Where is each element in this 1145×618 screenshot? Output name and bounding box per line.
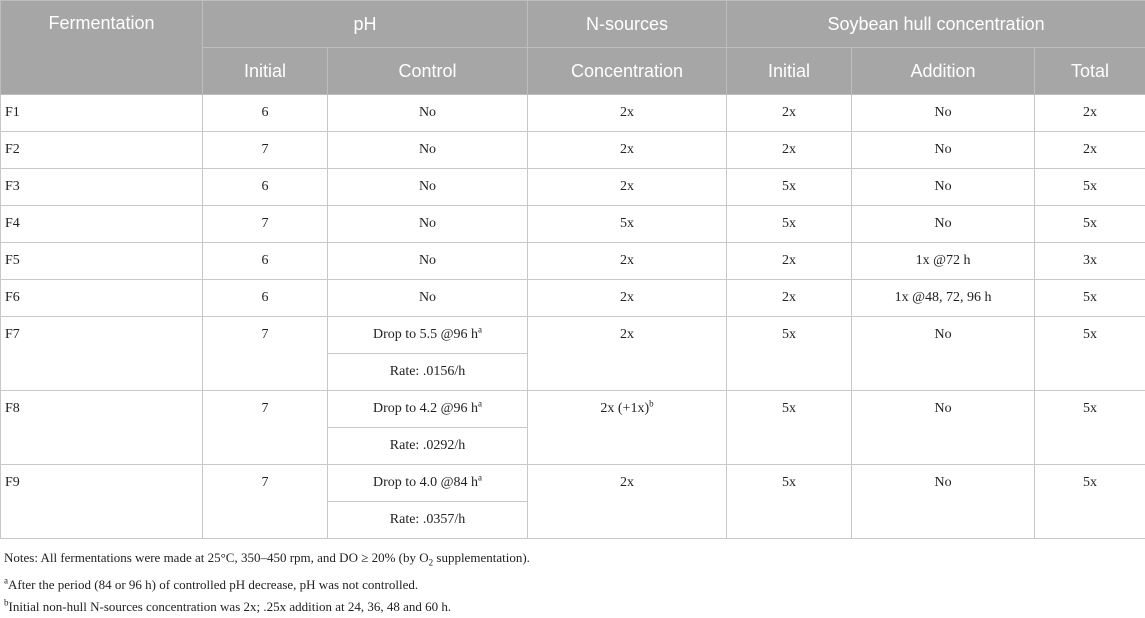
table-row (1, 132, 1145, 169)
cell-n-concentration (528, 465, 727, 539)
header-ph-control: Control (328, 48, 528, 95)
footnote-marker: b (649, 398, 654, 408)
header-fermentation: Fermentation (1, 1, 203, 95)
table-notes (0, 547, 1145, 618)
header-soy-total: Total (1035, 48, 1145, 95)
cell-soy-total: 5x (1035, 317, 1145, 391)
cell-soy-addition: No (852, 391, 1035, 465)
table-row (1, 243, 1145, 280)
table-header (1, 1, 1145, 95)
cell-n-concentration: 2x (528, 132, 727, 169)
cell-n-concentration: 2x (528, 95, 727, 132)
cell-ph-control (328, 465, 528, 502)
cell-ph-initial: 6 (203, 243, 328, 280)
cell-soy-total: 5x (1035, 280, 1145, 317)
cell-soy-total: 5x (1035, 169, 1145, 206)
cell-soy-total: 2x (1035, 132, 1145, 169)
cell-soy-initial: 5x (727, 169, 852, 206)
cell-soy-addition: No (852, 95, 1035, 132)
note-general: Notes: All fermentations were made at 25°C, 350–450 rpm, and DO ≥ 20% (by $O_2$ supplementation). (4, 547, 1145, 574)
header-n-concentration: Concentration (528, 48, 727, 95)
cell-fermentation: F1 (1, 95, 203, 132)
cell-soy-total: 2x (1035, 95, 1145, 132)
table-row (1, 95, 1145, 132)
cell-fermentation: F8 (1, 391, 203, 465)
cell-ph-initial: 7 (203, 132, 328, 169)
table-row (1, 169, 1145, 206)
cell-n-concentration: 2x (528, 169, 727, 206)
cell-soy-addition: No (852, 169, 1035, 206)
cell-ph-initial: 6 (203, 95, 328, 132)
table-row (1, 465, 1145, 502)
cell-ph-initial: 7 (203, 206, 328, 243)
table-body (1, 95, 1145, 539)
header-ph: pH (203, 1, 528, 48)
concentration-text: 2x (620, 475, 634, 490)
table-row (1, 206, 1145, 243)
cell-ph-rate: Rate: .0156/h (328, 354, 528, 391)
cell-soy-initial: 5x (727, 391, 852, 465)
cell-soy-total: 3x (1035, 243, 1145, 280)
cell-soy-total: 5x (1035, 465, 1145, 539)
cell-soy-initial: 2x (727, 132, 852, 169)
control-text: Drop to 4.2 @96 h (373, 401, 478, 416)
cell-soy-addition: No (852, 206, 1035, 243)
cell-soy-initial: 5x (727, 465, 852, 539)
cell-ph-initial: 6 (203, 280, 328, 317)
cell-ph-control: No (328, 243, 528, 280)
cell-soy-addition: No (852, 465, 1035, 539)
header-soybean-hull: Soybean hull concentration (727, 1, 1145, 48)
cell-fermentation: F5 (1, 243, 203, 280)
footnote-marker: a (478, 324, 482, 334)
cell-fermentation: F3 (1, 169, 203, 206)
cell-fermentation: F6 (1, 280, 203, 317)
header-n-sources: N-sources (528, 1, 727, 48)
header-ph-initial: Initial (203, 48, 328, 95)
cell-ph-initial: 7 (203, 391, 328, 465)
header-soy-initial: Initial (727, 48, 852, 95)
cell-soy-addition: No (852, 317, 1035, 391)
footnote-marker: a (478, 472, 482, 482)
cell-soy-initial: 2x (727, 280, 852, 317)
cell-ph-initial: 6 (203, 169, 328, 206)
footnote-marker: a (478, 398, 482, 408)
cell-soy-initial: 2x (727, 95, 852, 132)
cell-soy-addition: 1x @48, 72, 96 h (852, 280, 1035, 317)
cell-fermentation: F7 (1, 317, 203, 391)
cell-ph-control: No (328, 95, 528, 132)
cell-n-concentration: 2x (528, 280, 727, 317)
cell-soy-initial: 5x (727, 317, 852, 391)
note-b: $^b$Initial non-hull N-sources concentration was 2x; .25x addition at 24, 36, 48 and 60 h. (4, 596, 1145, 618)
concentration-text: 2x (+1x) (600, 401, 649, 416)
cell-ph-control: No (328, 280, 528, 317)
control-text: Drop to 4.0 @84 h (373, 475, 478, 490)
cell-ph-initial: 7 (203, 465, 328, 539)
concentration-text: 2x (620, 327, 634, 342)
table-row (1, 391, 1145, 428)
cell-soy-total: 5x (1035, 206, 1145, 243)
cell-ph-rate: Rate: .0357/h (328, 502, 528, 539)
header-soy-addition: Addition (852, 48, 1035, 95)
cell-soy-initial: 5x (727, 206, 852, 243)
cell-ph-initial: 7 (203, 317, 328, 391)
cell-ph-rate: Rate: .0292/h (328, 428, 528, 465)
table-row (1, 280, 1145, 317)
cell-n-concentration: 5x (528, 206, 727, 243)
cell-soy-total: 5x (1035, 391, 1145, 465)
cell-ph-control: No (328, 206, 528, 243)
cell-ph-control (328, 317, 528, 354)
cell-ph-control: No (328, 132, 528, 169)
cell-fermentation: F2 (1, 132, 203, 169)
cell-n-concentration (528, 317, 727, 391)
cell-soy-addition: 1x @72 h (852, 243, 1035, 280)
cell-ph-control: No (328, 169, 528, 206)
cell-n-concentration (528, 391, 727, 465)
table-row (1, 317, 1145, 354)
cell-ph-control (328, 391, 528, 428)
cell-soy-addition: No (852, 132, 1035, 169)
cell-fermentation: F9 (1, 465, 203, 539)
control-text: Drop to 5.5 @96 h (373, 327, 478, 342)
cell-n-concentration: 2x (528, 243, 727, 280)
cell-fermentation: F4 (1, 206, 203, 243)
note-a: $^a$After the period (84 or 96 h) of controlled pH decrease, pH was not controlled. (4, 574, 1145, 596)
cell-soy-initial: 2x (727, 243, 852, 280)
